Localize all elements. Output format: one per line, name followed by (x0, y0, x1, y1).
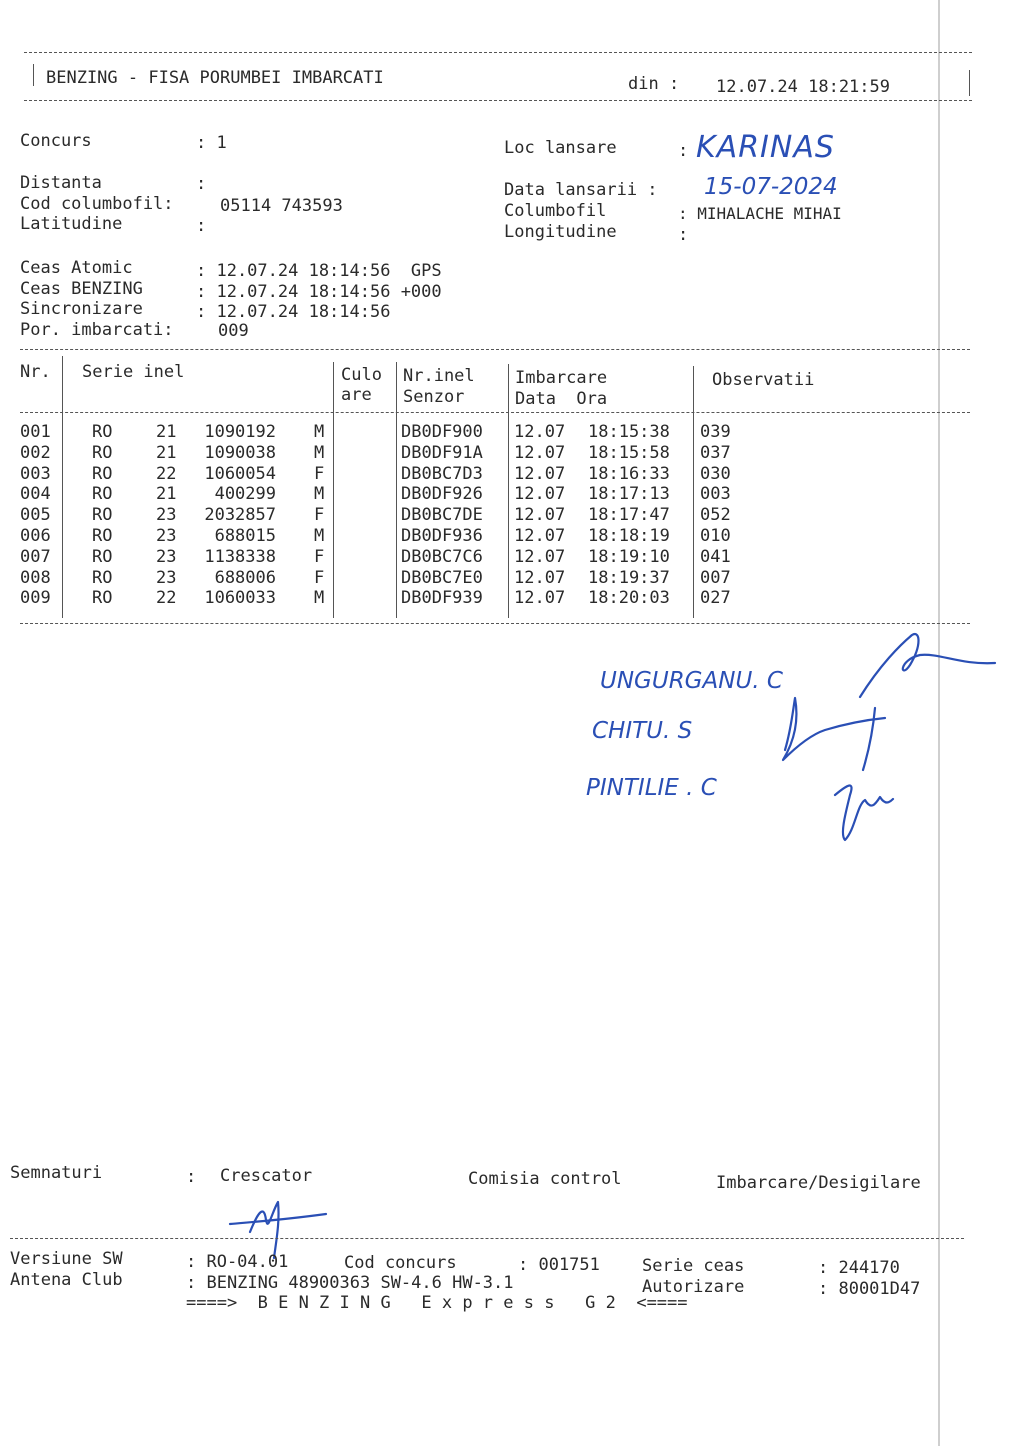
table-row (0, 547, 940, 568)
row-observatii: 041 (700, 546, 731, 567)
cod-columbofil-value: 05114 743593 (220, 196, 343, 216)
row-date: 12.07 (514, 463, 566, 484)
semnaturi-label: Semnaturi (10, 1163, 103, 1183)
serie-ceas-value: : 244170 (818, 1258, 900, 1278)
loc-lansare-label: Loc lansare (504, 138, 617, 158)
autorizare-label: Autorizare (642, 1277, 745, 1297)
header-top-rule (24, 52, 972, 53)
row-date: 12.07 (514, 422, 566, 442)
row-date: 12.07 (514, 526, 566, 546)
paper-edge (938, 0, 940, 1446)
col-header-nrinel-1: Nr.inel (403, 366, 475, 386)
row-country: RO (92, 442, 113, 463)
col-header-observatii: Observatii (712, 370, 815, 390)
table-row (0, 526, 940, 547)
row-time: 18:15:58 (588, 442, 670, 463)
row-nr: 001 (20, 422, 51, 442)
row-observatii: 037 (700, 442, 731, 463)
header-left-border (33, 64, 34, 86)
ceas-atomic-label: Ceas Atomic (20, 258, 133, 278)
longitudine-value: : (678, 225, 689, 245)
row-sex: M (314, 588, 325, 609)
loc-lansare-colon: : (678, 141, 689, 161)
row-time: 18:19:37 (588, 567, 670, 588)
antena-club-value: : BENZING 48900363 SW-4.6 HW-3.1 (186, 1273, 514, 1293)
row-ring: 400299 (214, 484, 276, 505)
row-year: 23 (156, 546, 177, 567)
semnatura-crescator: Crescator (220, 1166, 313, 1186)
row-time: 18:16:33 (588, 463, 670, 484)
row-year: 23 (156, 505, 177, 526)
row-sensor: DB0BC7C6 (401, 546, 483, 567)
row-ring: 688015 (214, 526, 276, 546)
table-row (0, 588, 940, 609)
row-country: RO (92, 567, 113, 588)
row-time: 18:15:38 (588, 422, 670, 442)
row-country: RO (92, 422, 113, 442)
serie-ceas-label: Serie ceas (642, 1256, 745, 1276)
col-header-imbarcare-2: Data Ora (515, 389, 608, 409)
row-year: 21 (156, 422, 177, 442)
semnatura-comisia-control: Comisia control (468, 1169, 622, 1189)
signature-scribble-3 (825, 775, 915, 850)
table-row (0, 464, 940, 485)
table-row (0, 443, 940, 464)
autorizare-value: : 80001D47 (818, 1279, 921, 1299)
row-sex: M (314, 422, 325, 442)
antena-club-label: Antena Club (10, 1270, 123, 1290)
row-time: 18:17:13 (588, 484, 670, 505)
table-top-rule (20, 349, 970, 350)
row-year: 22 (156, 463, 177, 484)
semnatura-imbarcare-desigilare: Imbarcare/Desigilare (716, 1173, 921, 1193)
longitudine-label: Longitudine (504, 222, 617, 242)
benzing-express-banner: ====> B E N Z I N G E x p r e s s G 2 <==== (186, 1293, 688, 1313)
porumbei-imbarcati-value: 009 (218, 321, 249, 341)
row-year: 23 (156, 526, 177, 546)
distanta-value: : (196, 174, 207, 194)
row-year: 21 (156, 484, 177, 505)
table-header-rule (20, 412, 970, 413)
cod-columbofil-label: Cod columbofil: (20, 194, 174, 214)
row-sex: M (314, 484, 325, 505)
row-observatii: 007 (700, 567, 731, 588)
row-time: 18:18:19 (588, 526, 670, 546)
row-date: 12.07 (514, 567, 566, 588)
semnaturi-colon: : (186, 1167, 197, 1187)
col-header-nrinel-2: Senzor (403, 387, 465, 407)
col-header-culoare-1: Culo (341, 365, 382, 385)
concurs-value: : 1 (196, 133, 227, 153)
ceas-benzing-value: : 12.07.24 18:14:56 +000 (196, 282, 442, 302)
row-date: 12.07 (514, 484, 566, 505)
latitudine-label: Latitudine (20, 214, 123, 234)
row-sex: F (314, 463, 325, 484)
row-country: RO (92, 505, 113, 526)
row-sex: F (314, 567, 325, 588)
row-sensor: DB0DF900 (401, 422, 483, 442)
row-year: 22 (156, 588, 177, 609)
col-header-serie-inel: Serie inel (82, 362, 185, 382)
handwritten-name-3: PINTILIE . C (586, 775, 717, 801)
table-row (0, 568, 940, 589)
row-nr: 006 (20, 526, 51, 546)
row-sex: F (314, 505, 325, 526)
col-header-imbarcare-1: Imbarcare (515, 368, 608, 388)
versiune-sw-label: Versiune SW (10, 1249, 123, 1269)
row-nr: 002 (20, 442, 51, 463)
row-nr: 005 (20, 505, 51, 526)
handwritten-name-1: UNGURGANU. C (600, 668, 783, 694)
print-date-label: din : (628, 74, 680, 94)
row-country: RO (92, 463, 113, 484)
print-date-value: 12.07.24 18:21:59 (716, 77, 890, 97)
row-observatii: 030 (700, 463, 731, 484)
row-country: RO (92, 588, 113, 609)
row-time: 18:19:10 (588, 546, 670, 567)
row-sex: M (314, 526, 325, 546)
table-row (0, 484, 940, 505)
columbofil-value: : MIHALACHE MIHAI (678, 204, 842, 223)
row-ring: 1090192 (204, 422, 276, 442)
columbofil-label: Columbofil (504, 201, 607, 221)
signature-scribble-2 (765, 690, 895, 780)
row-sensor: DB0BC7D3 (401, 463, 483, 484)
row-date: 12.07 (514, 505, 566, 526)
row-country: RO (92, 526, 113, 546)
row-sensor: DB0DF936 (401, 526, 483, 546)
row-ring: 1060033 (204, 588, 276, 609)
row-observatii: 003 (700, 484, 731, 505)
ceas-benzing-label: Ceas BENZING (20, 279, 143, 299)
row-sex: F (314, 546, 325, 567)
row-year: 21 (156, 442, 177, 463)
row-observatii: 039 (700, 422, 731, 442)
col-header-nr: Nr. (20, 362, 51, 382)
header-bottom-rule (24, 100, 972, 101)
row-ring: 1090038 (204, 442, 276, 463)
row-nr: 008 (20, 567, 51, 588)
porumbei-imbarcati-label: Por. imbarcati: (20, 320, 174, 340)
cod-concurs-value: : 001751 (518, 1255, 600, 1275)
data-lansarii-label: Data lansarii : (504, 180, 658, 200)
row-country: RO (92, 484, 113, 505)
row-date: 12.07 (514, 546, 566, 567)
row-nr: 009 (20, 588, 51, 609)
row-ring: 1138338 (204, 546, 276, 567)
header-right-border (969, 70, 970, 96)
row-observatii: 052 (700, 505, 731, 526)
versiune-sw-value: : RO-04.01 (186, 1252, 289, 1272)
sincronizare-value: : 12.07.24 18:14:56 (196, 302, 391, 322)
row-sensor: DB0DF926 (401, 484, 483, 505)
distanta-label: Distanta (20, 173, 102, 193)
row-country: RO (92, 546, 113, 567)
row-observatii: 027 (700, 588, 731, 609)
row-sensor: DB0BC7DE (401, 505, 483, 526)
row-observatii: 010 (700, 526, 731, 546)
row-ring: 688006 (214, 567, 276, 588)
data-lansarii-handwritten: 15-07-2024 (704, 174, 838, 200)
table-row (0, 422, 940, 443)
document-title: BENZING - FISA PORUMBEI IMBARCATI (46, 68, 384, 88)
row-ring: 1060054 (204, 463, 276, 484)
handwritten-name-2: CHITU. S (592, 718, 693, 744)
col-header-culoare-2: are (341, 385, 372, 405)
loc-lansare-handwritten: KARINAS (696, 130, 835, 165)
footer-rule (10, 1238, 964, 1239)
ceas-atomic-value: : 12.07.24 18:14:56 GPS (196, 261, 442, 281)
table-bottom-rule (20, 623, 970, 624)
table-row (0, 505, 940, 526)
row-time: 18:20:03 (588, 588, 670, 609)
row-date: 12.07 (514, 442, 566, 463)
row-nr: 007 (20, 546, 51, 567)
row-sensor: DB0BC7E0 (401, 567, 483, 588)
row-ring: 2032857 (204, 505, 276, 526)
row-nr: 004 (20, 484, 51, 505)
latitudine-value: : (196, 216, 207, 236)
row-sensor: DB0DF939 (401, 588, 483, 609)
cod-concurs-label: Cod concurs (344, 1253, 457, 1273)
row-sex: M (314, 442, 325, 463)
row-sensor: DB0DF91A (401, 442, 483, 463)
concurs-label: Concurs (20, 131, 92, 151)
row-time: 18:17:47 (588, 505, 670, 526)
row-year: 23 (156, 567, 177, 588)
row-nr: 003 (20, 463, 51, 484)
row-date: 12.07 (514, 588, 566, 609)
sincronizare-label: Sincronizare (20, 299, 143, 319)
